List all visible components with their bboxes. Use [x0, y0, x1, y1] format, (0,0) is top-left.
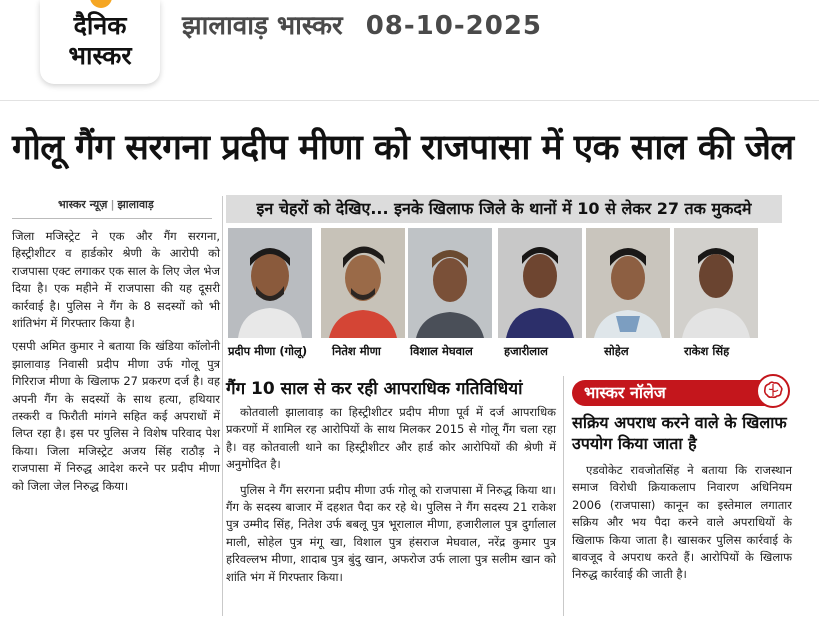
sub-story-heading: गैंग 10 साल से कर रही आपराधिक गतिविधियां	[226, 379, 523, 399]
knowledge-paragraph: एडवोकेट रावजोतसिंह ने बताया कि राजस्थान समाज विरोधी क्रियाकलाप निवारण अधिनियम 2006 (राजपासा) कानून का इस्तेमाल लगातार सक्रिय और भय पैदा करने वाले अपराधियों के खिलाफ किया जाता है। खासकर पुलिस कार्रवाई के बावजूद वे अपराध करते हैं। आरोपियों के खिलाफ निरुद्ध कार्रवाई की जाती है।	[572, 463, 792, 582]
photo-rakesh-singh[interactable]	[674, 228, 758, 338]
knowledge-heading: सक्रिय अपराध करने वाले के खिलाफ उपयोग किया जाता है	[572, 413, 787, 453]
left-column-story	[12, 228, 220, 501]
photo-hazarilal[interactable]	[498, 228, 582, 338]
caption-hazarilal: हजारीलाल	[504, 344, 548, 358]
photo-nitesh-meena[interactable]	[321, 228, 405, 338]
column-divider-right	[563, 376, 564, 616]
photo-sohel[interactable]	[586, 228, 670, 338]
byline-city: झालावाड़	[117, 198, 154, 211]
left-paragraph-2: एसपी अमित कुमार ने बताया कि खंडिया कॉलोनी झालावाड़ निवासी प्रदीप मीणा उर्फ गोलू पुत्र गिरिराज मीणा के खिलाफ 27 प्रकरण दर्ज है। वह अपनी गैंग के सदस्यों के साथ हत्या, हथियार तस्करी व फिरौती मांगने सहित कई अपराधों में लिप्त रहा है। इस पर पुलिस ने विशेष परिवाद पेश किया। जिला मजिस्ट्रेट अजय सिंह राठौड़ ने राजपासा में निरुद्ध आदेश करने पर प्रदीप मीणा को जिला जेल निरुद्ध किया।	[12, 339, 220, 493]
edition-date: 08-10-2025	[365, 11, 543, 41]
photo-pradeep-meena[interactable]	[228, 228, 312, 338]
caption-pradeep-meena: प्रदीप मीणा (गोलू)	[228, 344, 308, 358]
logo-line-2: भास्कर	[68, 41, 132, 70]
edition-header	[182, 6, 542, 42]
caption-sohel: सोहेल	[604, 344, 629, 358]
caption-nitesh-meena: नितेश मीणा	[332, 344, 381, 358]
brain-icon	[756, 374, 790, 408]
bhaskar-knowledge-tag: भास्कर नॉलेज	[572, 380, 774, 406]
caption-rakesh-singh: राकेश सिंह	[684, 344, 730, 358]
edition-name: झालावाड़ भास्कर	[182, 11, 343, 41]
sub-paragraph-1: कोतवाली झालावाड़ का हिस्ट्रीशीटर प्रदीप मीणा पूर्व में दर्ज आपराधिक प्रकरणों में शामिल रह आरोपियों के साथ मिलकर 2015 से गोलू गैंग चला रहा है। वह कोतवाली थाने का हिस्ट्रीशीटर और हार्ड कोर आरोपियों की श्रेणी में अनुमोदित है।	[226, 405, 556, 472]
photo-banner-heading: इन चेहरों को देखिए... इनके खिलाफ जिले के थानों में 10 से लेकर 27 तक मुकदमे	[226, 195, 782, 223]
byline-source: भास्कर न्यूज़	[58, 198, 108, 211]
caption-vishal-meghwal: विशाल मेघवाल	[410, 344, 473, 358]
byline-rule	[12, 218, 212, 219]
dainik-bhaskar-logo[interactable]	[40, 0, 160, 84]
accused-photo-strip	[228, 228, 782, 358]
logo-sun-icon	[90, 0, 112, 8]
knowledge-body	[572, 462, 792, 584]
column-divider-left	[222, 196, 223, 616]
byline: भास्कर न्यूज़ | झालावाड़	[58, 198, 154, 211]
left-paragraph-1: जिला मजिस्ट्रेट ने एक और गैंग सरगना, हिस्ट्रीशीटर व हार्डकोर श्रेणी के आरोपी को राजपासा एक्ट लगाकर एक साल के लिए जेल भेज दिया है। एक महीने में राजपासा की यह दूसरी कार्रवाई है। पुलिस ने गैंग के 8 सदस्यों को भी शांतिभंग में गिरफ्तार किया है।	[12, 229, 220, 331]
sub-story-body	[226, 404, 556, 594]
logo-line-1: दैनिक	[73, 11, 127, 40]
main-headline: गोलू गैंग सरगना प्रदीप मीणा को राजपासा में एक साल की जेल	[12, 128, 794, 168]
sub-paragraph-2: पुलिस ने गैंग सरगना प्रदीप मीणा उर्फ गोलू को राजपासा में निरुद्ध किया था। गैंग के सदस्य बाजार में दहशत पैदा कर रहे थे। पुलिस ने गैंग सदस्य 21 राकेश पुत्र उम्मीद सिंह, नितेश उर्फ बबलू पुत्र भूरालाल मीणा, हजारीलाल पुत्र दुर्गालाल माली, सोहेल पुत्र मंगू खा, विशाल पुत्र हंसराज मेघवाल, नरेंद्र कुमार पुत्र हरिवल्लभ मीणा, शादाब पुत्र बुंदु खान, अफरोज उर्फ लाला पुत्र सलीम खान को शांति भंग में गिरफ्तार किया।	[226, 482, 556, 584]
masthead-divider	[0, 100, 819, 101]
photo-vishal-meghwal[interactable]	[408, 228, 492, 338]
